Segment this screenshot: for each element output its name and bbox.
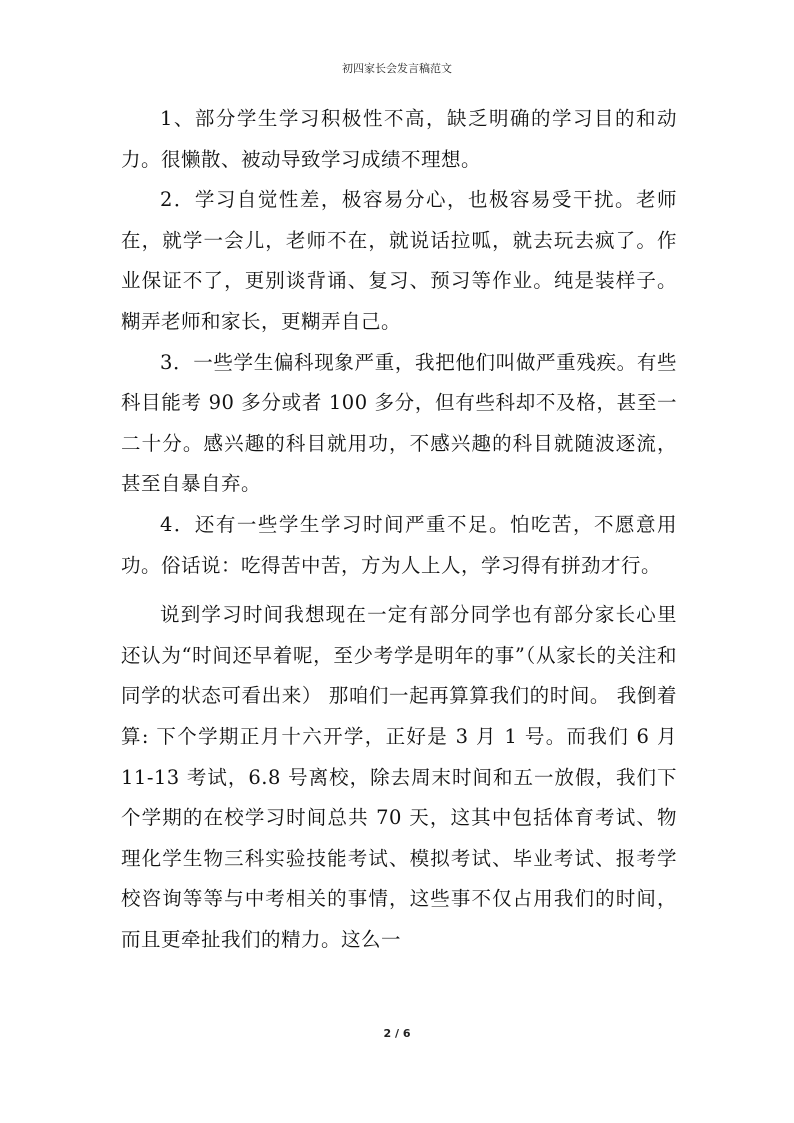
page-number: 2 / 6 bbox=[383, 1027, 411, 1040]
page-header-title: 初四家长会发言稿范文 bbox=[342, 62, 452, 75]
paragraph-2: 2．学习自觉性差，极容易分心，也极容易受干扰。老师在，就学一会儿，老师不在，就说话拉呱，就去玩去疯了。作业保证不了，更别谈背诵、复习、预习等作业。纯是装样子。糊弄老师和家长，更糊弄自己。 bbox=[121, 188, 677, 333]
paragraph-4: 4．还有一些学生学习时间严重不足。怕吃苦，不愿意用功。俗话说：吃得苦中苦，方为人上人，学习得有拼劲才行。 bbox=[121, 512, 677, 577]
paragraph-1: 1、部分学生学习积极性不高，缺乏明确的学习目的和动力。很懒散、被动导致学习成绩不理想。 bbox=[121, 107, 677, 171]
paragraph-5: 说到学习时间我想现在一定有部分同学也有部分家长心里还认为“时间还早着呢，至少考学是明年的事”（从家长的关注和同学的状态可看出来） 那咱们一起再算算我们的时间。 我倒着算: 下个学期正月十六开学，正好是 3 月 1 号。而我们 6 月 11-13 考试，6.8 号离校，除去周末时间和五一放假，我们下个学期的在校学习时间总共 70 天，这其中包括体育考试、物理化学生物三科实验技能考试、模拟考试、毕业考试、报考学校咨询等等与中考相关的事情，这些事不仅占用我们的时间，而且更牵扯我们的精力。这么一 bbox=[121, 603, 677, 951]
paragraph-3: 3．一些学生偏科现象严重，我把他们叫做严重残疾。有些科目能考 90 多分或者 100 多分，但有些科却不及格，甚至一二十分。感兴趣的科目就用功，不感兴趣的科目就随波逐流，甚至自暴自弃。 bbox=[121, 350, 677, 496]
document-body bbox=[121, 99, 677, 960]
